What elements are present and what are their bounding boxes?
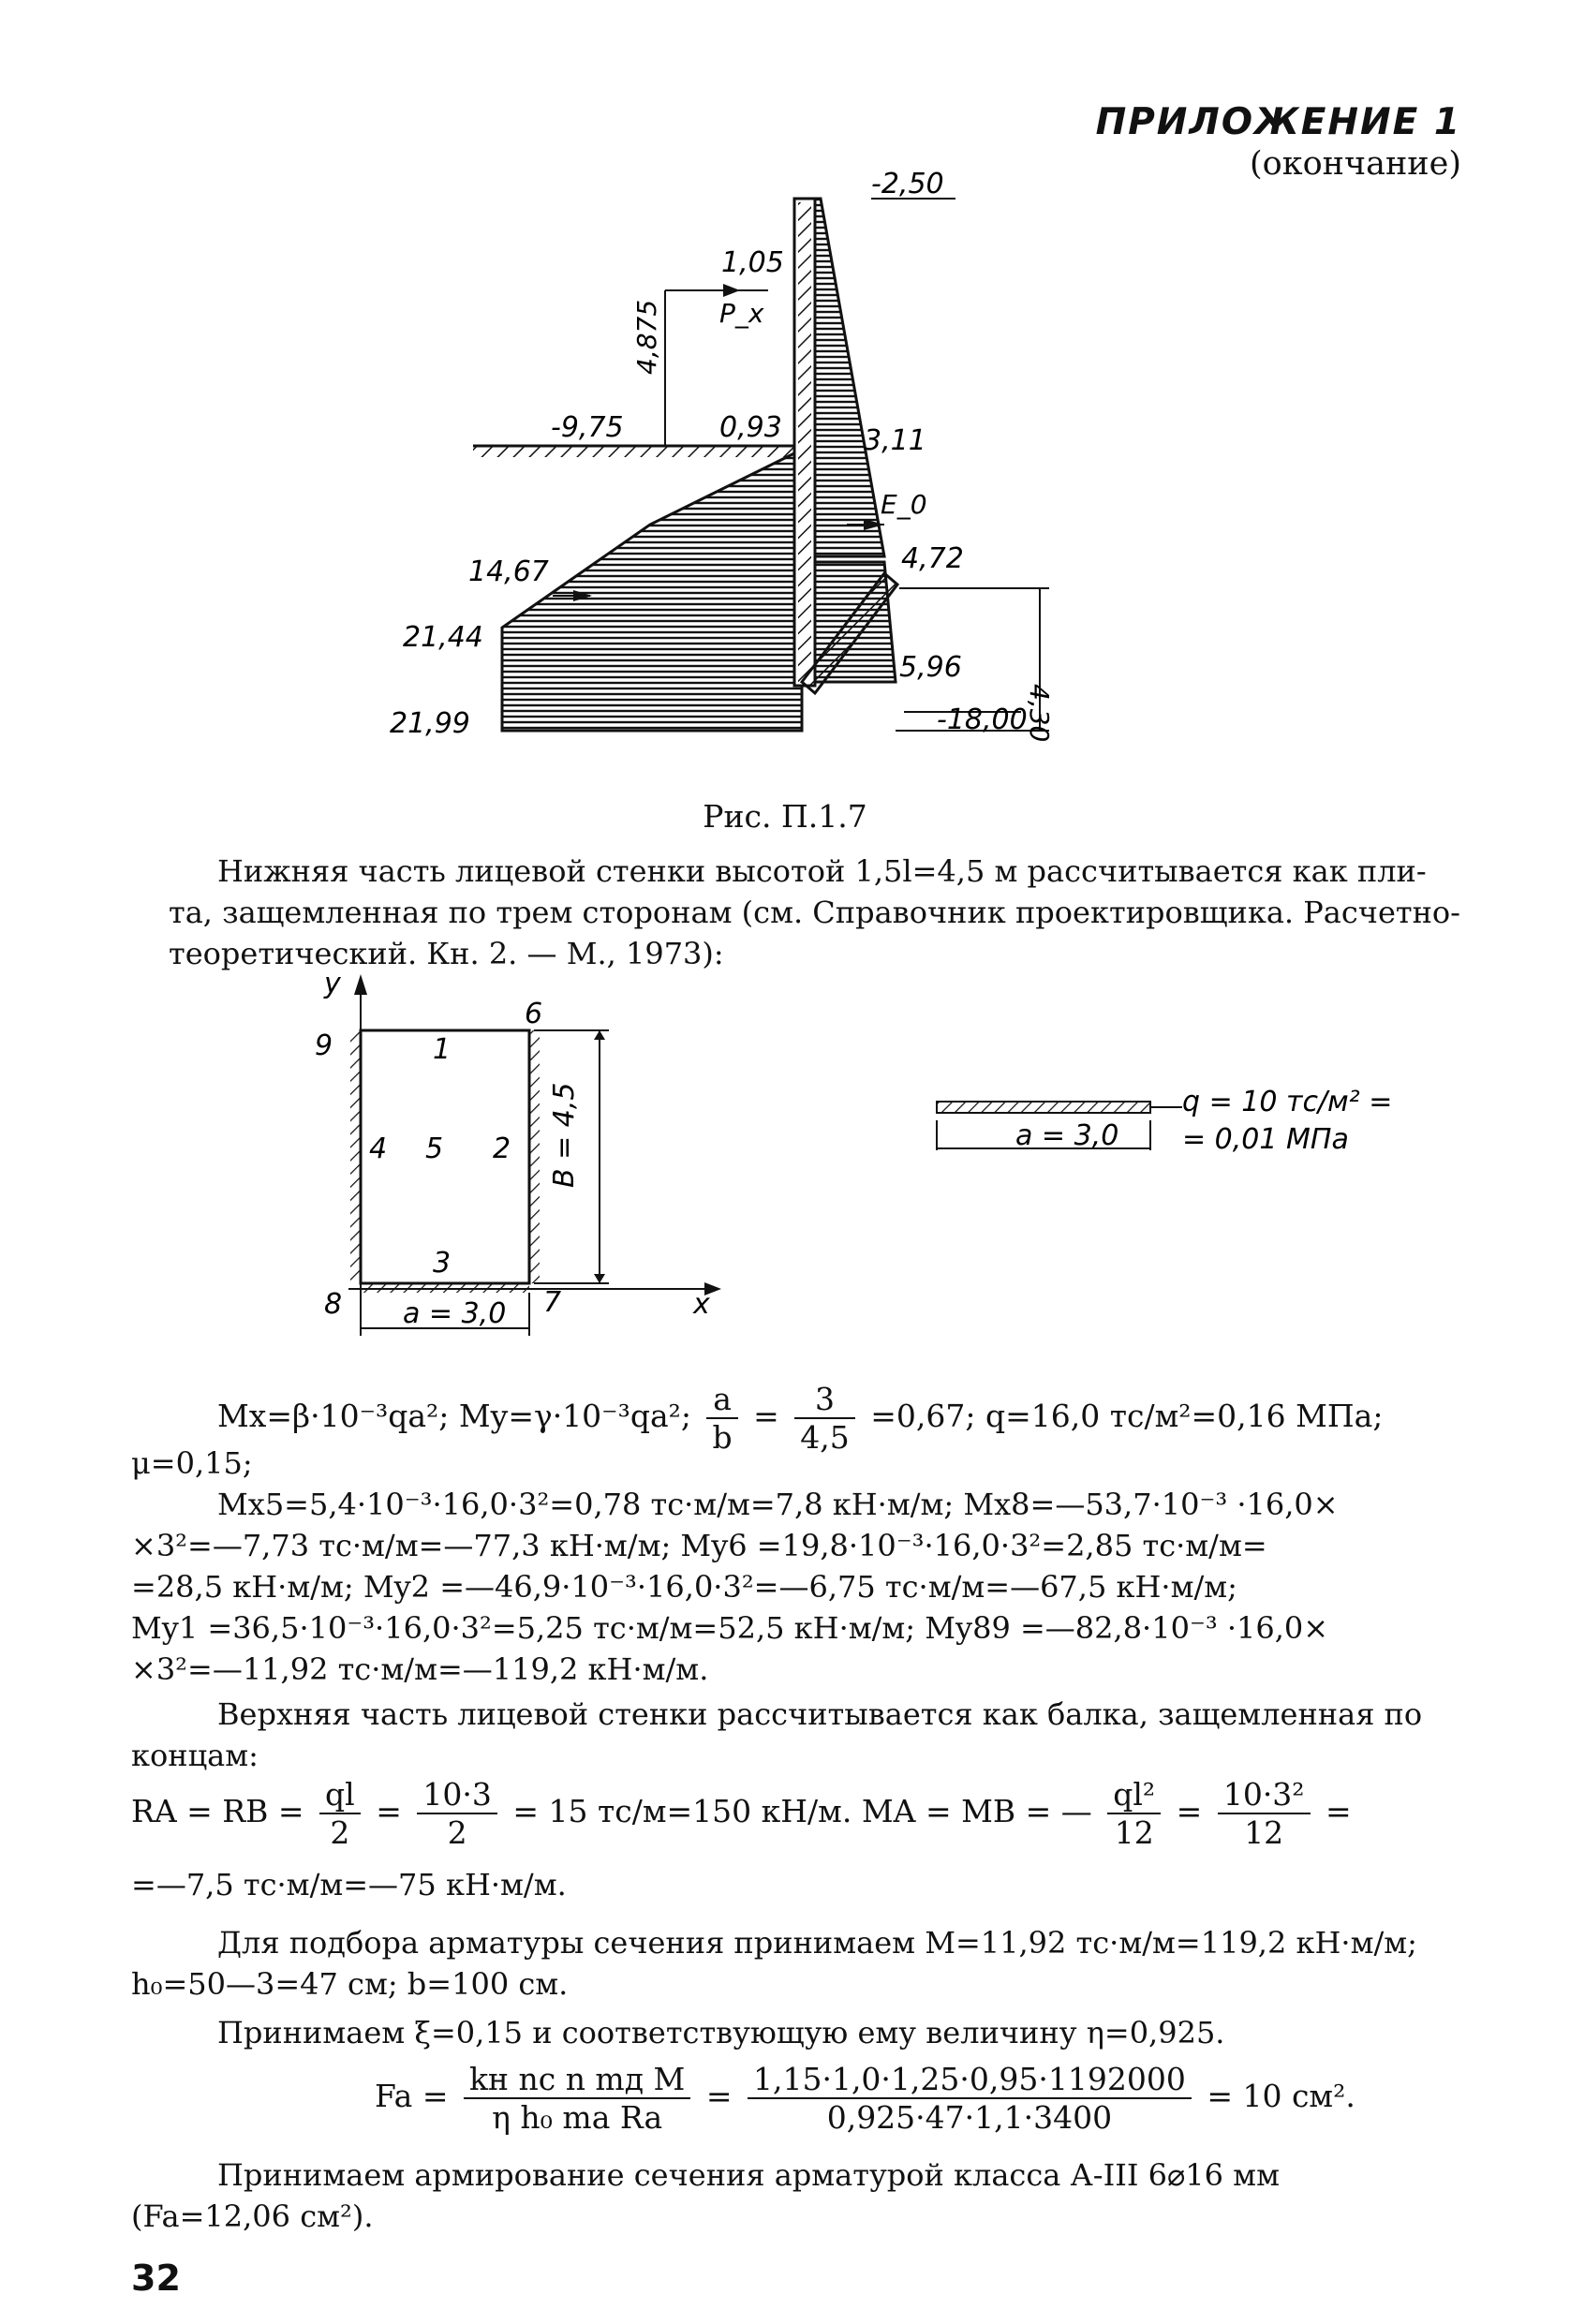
axis-x-label: x [693,1288,710,1321]
node-3: 3 [433,1247,452,1280]
retaining-wall-figure [0,0,1570,768]
label-5-96: 5,96 [899,651,962,684]
intro-line-2: та, защемленная по трем сторонам (см. Справочник проектировщика. Расчетно- [169,895,1460,930]
formula-line-4: ×3²=—7,73 тс·м/м=—77,3 кН·м/м; My6 =19,8·10⁻³·16,0·3²=2,85 тс·м/м= [131,1528,1267,1563]
beam-line-2: концам: [131,1738,259,1773]
beam-line-1: Верхняя часть лицевой стенки рассчитывается как балка, защемленная по [217,1696,1423,1732]
label-4-875: 4,875 [631,299,662,375]
node-8: 8 [324,1288,343,1321]
label-4-72: 4,72 [901,542,964,575]
area-formula: Fa = $\frac{\text{kн nc n mд M}}{\text{η h₀ ma Ra}}$ = $\frac{1,15\cdot 1,0\cdot 1,25\cdot 0,95\cdot 1192000}{0,925\cdot 47\cdot 1,1\cdot 3400}$ = 10 см². [375,2061,1355,2136]
label-1-05: 1,05 [721,246,784,279]
pressure-diagram-lower [502,450,802,731]
label-e0: E_0 [881,489,927,520]
beam-result: =—7,5 тс·м/м=—75 кН·м/м. [131,1867,567,1902]
selection-line-2: h₀=50—3=47 см; b=100 см. [131,1966,569,2002]
node-1: 1 [433,1033,452,1066]
label-14-67: 14,67 [468,555,549,588]
formula-line-6: My1 =36,5·10⁻³·16,0·3²=5,25 тс·м/м=52,5 кН·м/м; My89 =—82,8·10⁻³ ·16,0× [131,1610,1329,1646]
selection-line-3: Принимаем ξ=0,15 и соответствующую ему величину η=0,925. [217,2015,1225,2050]
formula-line-2: μ=0,15; [131,1445,253,1481]
formula-line-7: ×3²=—11,92 тс·м/м=—119,2 кН·м/м. [131,1651,709,1687]
intro-line-1: Нижняя часть лицевой стенки высотой 1,5l=4,5 м рассчитывается как пли- [217,853,1427,889]
node-4: 4 [369,1132,388,1165]
conclusion-line-2: (Fa=12,06 см²). [131,2198,374,2234]
label-bottom-level: -18,00 [937,703,1028,736]
dim-b: B = 4,5 [548,1082,581,1188]
axis-y-label: y [324,968,341,1000]
label-top-level: -2,50 [871,168,944,200]
dim-a: a = 3,0 [403,1297,507,1330]
beam-formula: RA = RB = $\frac{ql}{2}$ = $\frac{10\cdot 3}{2}$ = 15 тс/м=150 кН/м. MA = MB = — $\frac{\text{ql²}}{12}$ = $\frac{\text{10·3²}}{12}$ = [131,1776,1352,1851]
load-q-line2: = 0,01 МПа [1182,1123,1349,1156]
node-5: 5 [425,1132,444,1165]
formula-line-3: Mx5=5,4·10⁻³·16,0·3²=0,78 тс·м/м=7,8 кН·м/м; Mx8=—53,7·10⁻³ ·16,0× [217,1487,1339,1522]
formula-line-5: =28,5 кН·м/м; My2 =—46,9·10⁻³·16,0·3²=—6,75 тс·м/м=—67,5 кН·м/м; [131,1569,1237,1605]
formula-line-1: Mx=β·10⁻³qa²; My=γ·10⁻³qa²; $\frac{a}{b}$ = $\frac{3}{4,5}$ =0,67; q=16,0 тс/м²=0,16 МПа; [217,1381,1384,1456]
figure-caption: Рис. П.1.7 [703,798,867,835]
selection-line-1: Для подбора арматуры сечения принимаем M=11,92 тс·м/м=119,2 кН·м/м; [217,1925,1417,1961]
label-21-44: 21,44 [403,621,483,654]
plate-scheme-figure [0,965,1570,1340]
label-21-99: 21,99 [390,707,470,740]
label-0-93: 0,93 [719,411,782,444]
label-ground-level: -9,75 [551,411,624,444]
appendix-title: ПРИЛОЖЕНИЕ 1 [1095,101,1461,143]
intro-line-3: теоретический. Кн. 2. — М., 1973): [169,936,724,971]
node-2: 2 [493,1132,511,1165]
node-7: 7 [543,1286,562,1319]
appendix-subtitle: (окончание) [1249,145,1461,183]
label-px: P_x [719,298,764,329]
node-9: 9 [315,1029,333,1062]
load-span: a = 3,0 [1015,1119,1119,1152]
label-3-11: 3,11 [864,424,926,457]
node-6: 6 [525,998,543,1030]
page-number: 32 [131,2257,181,2299]
conclusion-line-1: Принимаем армирование сечения арматурой класса А-III 6⌀16 мм [217,2157,1280,2193]
label-4-30: 4,30 [1024,684,1055,743]
load-q-line1: q = 10 тс/м² = [1182,1086,1393,1118]
